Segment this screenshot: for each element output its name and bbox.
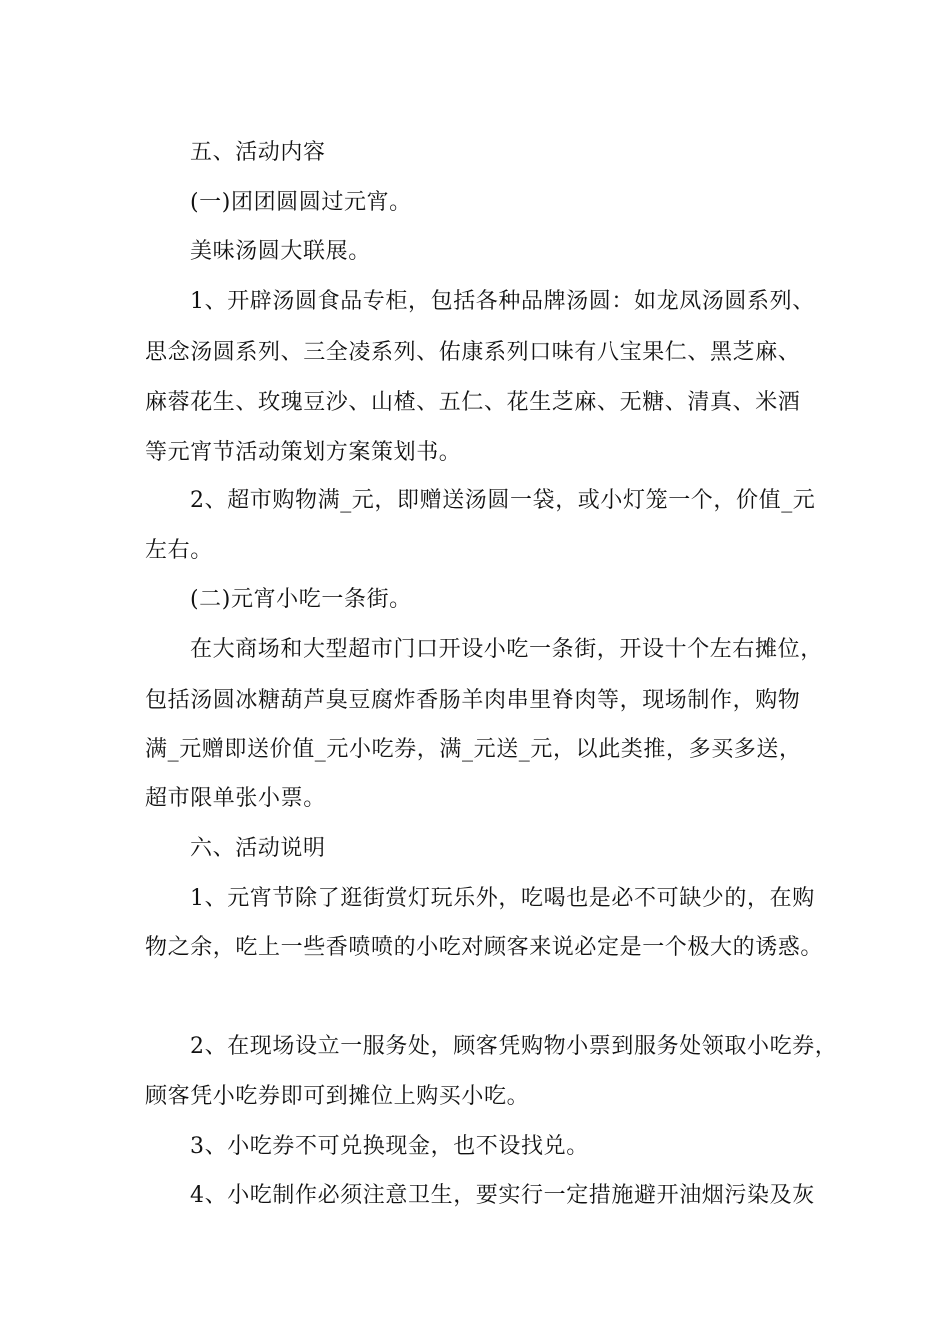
- paragraph-line: 等元宵节活动策划方案策划书。: [145, 440, 462, 465]
- paragraph-line: 1、元宵节除了逛街赏灯玩乐外，吃喝也是必不可缺少的，在购: [190, 886, 815, 911]
- paragraph-line: 物之余，吃上一些香喷喷的小吃对顾客来说必定是一个极大的诱惑。: [145, 935, 824, 960]
- section-heading-six: 六、活动说明: [190, 836, 326, 861]
- paragraph-line: 顾客凭小吃券即可到摊位上购买小吃。: [145, 1084, 530, 1109]
- paragraph-line: 1、开辟汤圆食品专柜，包括各种品牌汤圆：如龙凤汤圆系列、: [190, 289, 815, 314]
- subsection-heading-one: (一)团团圆圆过元宵。: [190, 190, 412, 215]
- subsection-heading-two: (二)元宵小吃一条街。: [190, 587, 412, 612]
- paragraph-line: 2、超市购物满_元，即赠送汤圆一袋，或小灯笼一个，价值_元: [190, 488, 816, 513]
- paragraph-line: 在大商场和大型超市门口开设小吃一条街，开设十个左右摊位，: [190, 637, 823, 662]
- paragraph-line: 满_元赠即送价值_元小吃券，满_元送_元，以此类推，多买多送，: [145, 737, 802, 762]
- paragraph-line: 4、小吃制作必须注意卫生，要实行一定措施避开油烟污染及灰: [190, 1183, 815, 1208]
- paragraph-line: 超市限单张小票。: [145, 786, 326, 811]
- paragraph-line: 2、在现场设立一服务处，顾客凭购物小票到服务处领取小吃券，: [190, 1034, 838, 1059]
- paragraph-line: 美味汤圆大联展。: [190, 239, 371, 264]
- paragraph-line: 麻蓉花生、玫瑰豆沙、山楂、五仁、花生芝麻、无糖、清真、米酒: [145, 390, 801, 415]
- paragraph-line: 3、小吃券不可兑换现金，也不设找兑。: [190, 1134, 589, 1159]
- paragraph-line: 思念汤圆系列、三全凌系列、佑康系列口味有八宝果仁、黑芝麻、: [145, 340, 801, 365]
- paragraph-line: 左右。: [145, 538, 213, 563]
- section-heading-five: 五、活动内容: [190, 140, 326, 165]
- paragraph-line: 包括汤圆冰糖葫芦臭豆腐炸香肠羊肉串里脊肉等，现场制作，购物: [145, 688, 801, 713]
